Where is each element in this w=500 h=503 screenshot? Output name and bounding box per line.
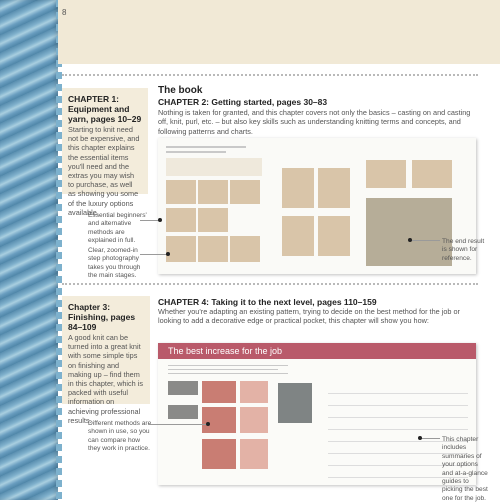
- step-photo: [412, 160, 452, 188]
- step-photo: [198, 236, 228, 262]
- note-different-methods: Different methods are shown in use, so you can compare how they work in practice.: [88, 420, 152, 453]
- step-photo: [366, 160, 406, 188]
- note-photography: Clear, zoomed-in step photography takes you through the main stages.: [88, 247, 141, 280]
- chapter1-title: CHAPTER 1: Equipment and yarn, pages 10–29: [68, 94, 142, 124]
- step-photo: [282, 168, 314, 208]
- note-methods: Essential beginners' and alternative methods are explained in full.: [88, 212, 147, 245]
- chapter4-body: Whether you're adapting an existing pattern, trying to decide on the best method for the job or looking to add a decorative edge or practical pocket, this chapter will show you how:: [158, 307, 460, 326]
- step-photo: [166, 180, 196, 204]
- note-result: The end result is shown for reference.: [442, 238, 485, 262]
- step-photo: [230, 180, 260, 204]
- chapter2-sample-spread: [158, 138, 476, 274]
- yarn-border-decoration: [0, 0, 58, 500]
- knit-swatch-photo: [240, 381, 268, 403]
- knit-swatch-photo: [240, 439, 268, 469]
- chapter4-title: CHAPTER 4: Taking it to the next level, pages 110–159: [158, 297, 377, 307]
- page-number: 8: [62, 8, 67, 17]
- step-photo: [198, 208, 228, 232]
- finished-swatch-photo: [366, 198, 452, 266]
- step-photo: [198, 180, 228, 204]
- step-photo: [166, 236, 196, 262]
- yarn-photo: [166, 158, 262, 176]
- section-divider: [62, 283, 478, 285]
- spread-title: The best increase for the job: [168, 346, 283, 356]
- knit-swatch-photo: [240, 407, 268, 433]
- chapter2-body: Nothing is taken for granted, and this chapter covers not only the basics – casting on and casting off, knit, purl, etc. – but also key skills such as understanding knitting terms and concepts, and following patterns and charts.: [158, 108, 471, 136]
- knit-swatch-photo: [202, 381, 236, 403]
- step-photo: [318, 168, 350, 208]
- top-band: [58, 0, 500, 64]
- step-photo: [282, 216, 314, 256]
- step-photo: [166, 208, 196, 232]
- chapter3-sidebar: [62, 296, 150, 425]
- knit-swatch-photo: [202, 407, 236, 433]
- chapter2-title: CHAPTER 2: Getting started, pages 30–83: [158, 97, 328, 107]
- chapter1-body: Starting to knit need not be expensive, and this chapter explains the essential items you'll need and the extras you may wish to purchase, as well as showing you some of the luxury options available.: [68, 125, 140, 217]
- section-divider: [62, 74, 478, 76]
- knit-swatch-photo: [202, 439, 236, 469]
- chapter4-sample-spread: [158, 343, 476, 485]
- step-photo: [230, 236, 260, 262]
- note-summaries: This chapter includes summaries of your options and at-a-glance guides to picking the best one for the job.: [442, 436, 488, 502]
- chapter3-title: Chapter 3: Finishing, pages 84–109: [68, 302, 136, 332]
- chapter1-sidebar: [62, 88, 148, 217]
- chapter3-body: A good knit can be turned into a great knit with some simple tips on finishing and making up – find them in this chapter, which is packed with useful information on achieving professional results.: [68, 333, 144, 425]
- step-photo: [318, 216, 350, 256]
- book-heading: The book: [158, 85, 203, 96]
